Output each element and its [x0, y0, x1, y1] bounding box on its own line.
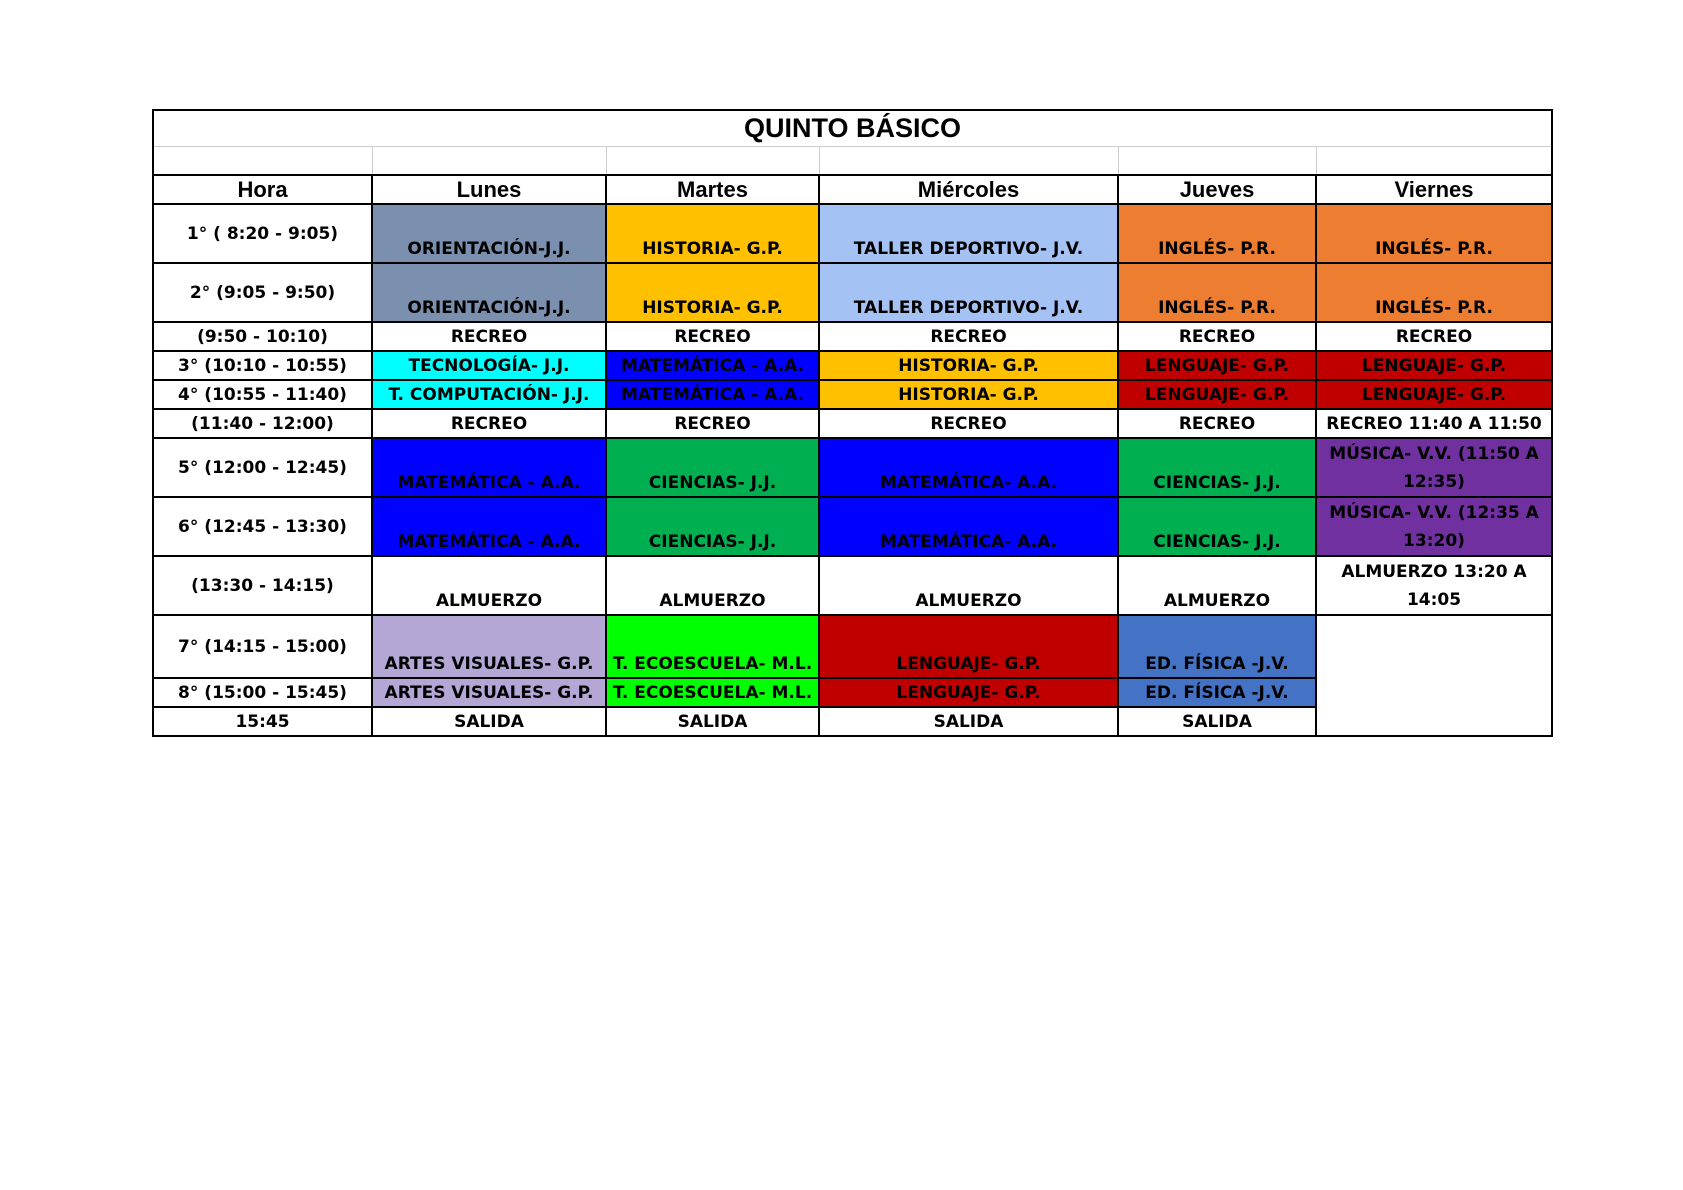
- schedule-cell: HISTORIA- G.P.: [606, 263, 819, 322]
- schedule-cell: ORIENTACIÓN-J.J.: [372, 204, 606, 263]
- table-row: [153, 556, 1552, 615]
- hour-cell: 6° (12:45 - 13:30): [153, 497, 372, 556]
- hour-cell: 3° (10:10 - 10:55): [153, 351, 372, 380]
- schedule-table: [152, 109, 1553, 737]
- hour-cell: (9:50 - 10:10): [153, 322, 372, 351]
- spacer-cell: [1316, 146, 1552, 175]
- page-title: QUINTO BÁSICO: [153, 110, 1552, 146]
- schedule-cell: RECREO: [819, 409, 1118, 438]
- header-miercoles: Miércoles: [819, 175, 1118, 204]
- schedule-cell: ALMUERZO: [372, 556, 606, 615]
- schedule-cell: RECREO: [372, 322, 606, 351]
- schedule-cell: MÚSICA- V.V. (12:35 A 13:20): [1316, 497, 1552, 556]
- schedule-cell: HISTORIA- G.P.: [819, 351, 1118, 380]
- schedule-cell: CIENCIAS- J.J.: [1118, 497, 1316, 556]
- schedule-cell: T. COMPUTACIÓN- J.J.: [372, 380, 606, 409]
- schedule-cell: LENGUAJE- G.P.: [1316, 351, 1552, 380]
- schedule-cell: CIENCIAS- J.J.: [606, 438, 819, 497]
- schedule-cell: MÚSICA- V.V. (11:50 A 12:35): [1316, 438, 1552, 497]
- schedule-cell: RECREO: [1118, 409, 1316, 438]
- schedule-cell: HISTORIA- G.P.: [819, 380, 1118, 409]
- hour-cell: 7° (14:15 - 15:00): [153, 615, 372, 678]
- schedule-cell: INGLÉS- P.R.: [1118, 263, 1316, 322]
- schedule-cell: INGLÉS- P.R.: [1316, 263, 1552, 322]
- schedule-cell: SALIDA: [1118, 707, 1316, 736]
- table-row: [153, 322, 1552, 351]
- schedule-cell: SALIDA: [606, 707, 819, 736]
- schedule-cell: SALIDA: [372, 707, 606, 736]
- schedule-cell: RECREO: [606, 409, 819, 438]
- schedule-cell: TALLER DEPORTIVO- J.V.: [819, 204, 1118, 263]
- schedule-cell: RECREO 11:40 A 11:50: [1316, 409, 1552, 438]
- schedule-cell: LENGUAJE- G.P.: [819, 615, 1118, 678]
- schedule-cell: RECREO: [819, 322, 1118, 351]
- schedule-cell: T. ECOESCUELA- M.L.: [606, 615, 819, 678]
- header-row: [153, 175, 1552, 204]
- schedule-cell: MATEMÁTICA- A.A.: [819, 497, 1118, 556]
- spacer-cell: [1118, 146, 1316, 175]
- schedule-cell: ED. FÍSICA -J.V.: [1118, 678, 1316, 707]
- hour-cell: (13:30 - 14:15): [153, 556, 372, 615]
- schedule-cell: [1316, 615, 1552, 736]
- schedule-cell: ED. FÍSICA -J.V.: [1118, 615, 1316, 678]
- schedule-cell: HISTORIA- G.P.: [606, 204, 819, 263]
- schedule-cell: LENGUAJE- G.P.: [1118, 380, 1316, 409]
- table-row: [153, 615, 1552, 678]
- hour-cell: 4° (10:55 - 11:40): [153, 380, 372, 409]
- table-row: [153, 409, 1552, 438]
- schedule-cell: LENGUAJE- G.P.: [1118, 351, 1316, 380]
- header-hora: Hora: [153, 175, 372, 204]
- header-jueves: Jueves: [1118, 175, 1316, 204]
- hour-cell: 1° ( 8:20 - 9:05): [153, 204, 372, 263]
- spacer-cell: [606, 146, 819, 175]
- schedule-cell: MATEMÁTICA- A.A.: [819, 438, 1118, 497]
- hour-cell: 15:45: [153, 707, 372, 736]
- schedule-cell: ALMUERZO: [819, 556, 1118, 615]
- schedule-cell: LENGUAJE- G.P.: [1316, 380, 1552, 409]
- schedule-cell: CIENCIAS- J.J.: [606, 497, 819, 556]
- table-row: [153, 497, 1552, 556]
- schedule-cell: TALLER DEPORTIVO- J.V.: [819, 263, 1118, 322]
- schedule-cell: RECREO: [1316, 322, 1552, 351]
- hour-cell: 5° (12:00 - 12:45): [153, 438, 372, 497]
- schedule-cell: TECNOLOGÍA- J.J.: [372, 351, 606, 380]
- spacer-cell: [372, 146, 606, 175]
- header-martes: Martes: [606, 175, 819, 204]
- schedule-cell: RECREO: [1118, 322, 1316, 351]
- schedule-cell: INGLÉS- P.R.: [1316, 204, 1552, 263]
- schedule-cell: LENGUAJE- G.P.: [819, 678, 1118, 707]
- table-row: [153, 263, 1552, 322]
- table-row: [153, 351, 1552, 380]
- schedule-cell: ALMUERZO 13:20 A 14:05: [1316, 556, 1552, 615]
- schedule-cell: RECREO: [372, 409, 606, 438]
- header-viernes: Viernes: [1316, 175, 1552, 204]
- schedule-cell: ORIENTACIÓN-J.J.: [372, 263, 606, 322]
- schedule-cell: CIENCIAS- J.J.: [1118, 438, 1316, 497]
- header-lunes: Lunes: [372, 175, 606, 204]
- hour-cell: (11:40 - 12:00): [153, 409, 372, 438]
- schedule-cell: T. ECOESCUELA- M.L.: [606, 678, 819, 707]
- schedule-cell: INGLÉS- P.R.: [1118, 204, 1316, 263]
- schedule-cell: ALMUERZO: [1118, 556, 1316, 615]
- hour-cell: 8° (15:00 - 15:45): [153, 678, 372, 707]
- table-row: [153, 380, 1552, 409]
- schedule-cell: ARTES VISUALES- G.P.: [372, 678, 606, 707]
- schedule-cell: ALMUERZO: [606, 556, 819, 615]
- schedule-cell: MATEMÁTICA - A.A.: [372, 497, 606, 556]
- schedule-cell: MATEMÁTICA - A.A.: [372, 438, 606, 497]
- schedule-cell: MATEMÁTICA - A.A.: [606, 351, 819, 380]
- schedule-cell: RECREO: [606, 322, 819, 351]
- table-row: [153, 438, 1552, 497]
- schedule-cell: SALIDA: [819, 707, 1118, 736]
- schedule-cell: ARTES VISUALES- G.P.: [372, 615, 606, 678]
- spacer-cell: [153, 146, 372, 175]
- table-row: [153, 204, 1552, 263]
- hour-cell: 2° (9:05 - 9:50): [153, 263, 372, 322]
- schedule-cell: MATEMÁTICA - A.A.: [606, 380, 819, 409]
- spacer-cell: [819, 146, 1118, 175]
